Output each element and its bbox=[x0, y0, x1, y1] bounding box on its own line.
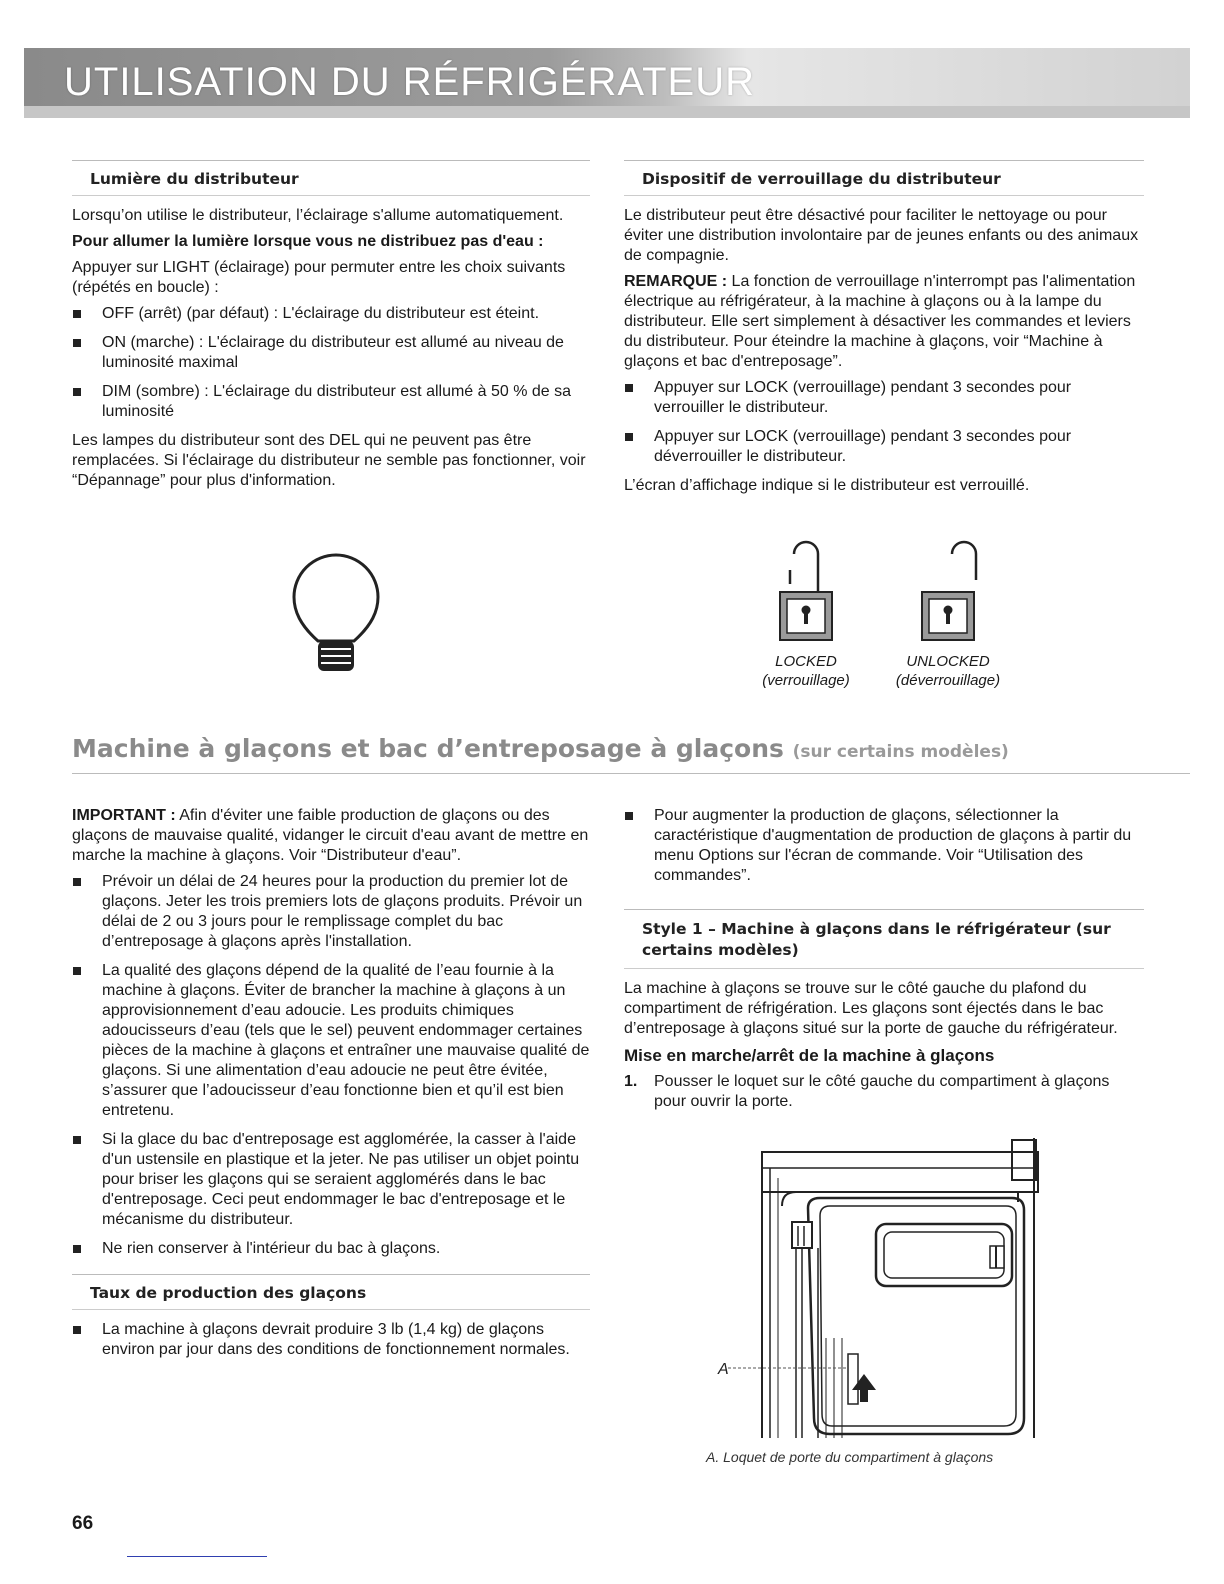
list-item: OFF (arrêt) (par défaut) : L'éclairage du distributeur est éteint. bbox=[72, 304, 590, 324]
onoff-heading: Mise en marche/arrêt de la machine à glaçons bbox=[624, 1046, 995, 1065]
ice-bullets bbox=[72, 872, 590, 1259]
list-item: DIM (sombre) : L'éclairage du distributeur est allumé à 50 % de sa luminosité bbox=[72, 382, 590, 422]
onoff-steps bbox=[624, 1072, 1144, 1112]
ice-right-column bbox=[624, 806, 1144, 1112]
footer-rule bbox=[127, 1556, 267, 1557]
light-instructions: Appuyer sur LIGHT (éclairage) pour permuter entre les choix suivants (répétés en boucle) : bbox=[72, 259, 566, 296]
list-item: Appuyer sur LOCK (verrouillage) pendant 3 secondes pour verrouiller le distributeur. bbox=[624, 378, 1144, 418]
page-title: UTILISATION DU RÉFRIGÉRATEUR bbox=[64, 60, 756, 104]
list-item: 1. Pousser le loquet sur le côté gauche du compartiment à glaçons pour ouvrir la porte. bbox=[624, 1073, 1110, 1110]
lock-steps bbox=[624, 378, 1144, 467]
rate-list bbox=[72, 1320, 590, 1360]
list-item: Prévoir un délai de 24 heures pour la production du premier lot de glaçons. Jeter les trois premiers lots de glaçons produits. Prévoir un délai de 2 ou 3 jours pour le remplissage complet du bac d’entreposage à glaçons après l'installation. bbox=[72, 872, 590, 952]
rate-heading: Taux de production des glaçons bbox=[72, 1274, 590, 1310]
unlocked-label: UNLOCKED (déverrouillage) bbox=[895, 653, 1001, 689]
ice-left-column bbox=[72, 806, 590, 1369]
ice-section-heading: Machine à glaçons et bac d’entreposage à glaçons (sur certains modèles) bbox=[72, 734, 1190, 774]
light-bulb-icon bbox=[288, 553, 384, 683]
figure-caption: A. Loquet de porte du compartiment à glaçons bbox=[706, 1449, 994, 1465]
list-item: Pour augmenter la production de glaçons, sélectionner la caractéristique d'augmentation de production de glaçons à partir du menu Options sur l'écran de commande. Voir “Utilisation des commandes”. bbox=[624, 806, 1144, 886]
lock-section bbox=[624, 160, 1144, 502]
figure-label: A bbox=[718, 1361, 729, 1378]
light-heading: Lumière du distributeur bbox=[72, 160, 590, 196]
list-item: La qualité des glaçons dépend de la qualité de l’eau fournie à la machine à glaçons. Éviter de brancher la machine à glaçons à un approvisionnement d’eau adoucie. Les produits chimiques adoucisseurs d’eau (tels que le sel) peuvent endommager certaines pièces de la machine à glaçons et entraîner une mauvaise qualité de glaçons. Si une alimentation d’eau adoucie ne peut être évitée, s’assurer que l’adoucisseur d’eau fonctionne bien et qu’il est bien entretenu. bbox=[72, 961, 590, 1121]
style-heading: Style 1 – Machine à glaçons dans le réfrigérateur (sur certains modèles) bbox=[624, 909, 1144, 969]
light-subheading: Pour allumer la lumière lorsque vous ne distribuez pas d'eau : bbox=[72, 233, 544, 250]
list-item: ON (marche) : L'éclairage du distributeur est allumé au niveau de luminosité maximal bbox=[72, 333, 590, 373]
light-options bbox=[72, 304, 590, 422]
ice-important: IMPORTANT : Afin d'éviter une faible production de glaçons ou des glaçons de mauvaise qualité, vidanger le circuit d'eau avant de mettre en marche la machine à glaçons. Voir “Distributeur d'eau”. bbox=[72, 807, 589, 864]
unlocked-icon bbox=[918, 540, 982, 644]
list-item: Si la glace du bac d'entreposage est agglomérée, la casser à l'aide d'un ustensile en plastique et la jeter. Ne pas utiliser un objet pointu pour briser les glaçons qui se seraient agglomérés dans le bac d'entreposage. Ceci peut endommager le bac d'entreposage et le mécanisme du distributeur. bbox=[72, 1130, 590, 1230]
light-section bbox=[72, 160, 590, 497]
lock-intro: Le distributeur peut être désactivé pour faciliter le nettoyage ou pour éviter une distribution involontaire par de jeunes enfants ou des animaux de compagnie. bbox=[624, 207, 1139, 264]
banner-stripe bbox=[24, 106, 1190, 118]
increase-list bbox=[624, 806, 1144, 886]
list-item: La machine à glaçons devrait produire 3 lb (1,4 kg) de glaçons environ par jour dans des conditions de fonctionnement normales. bbox=[72, 1320, 590, 1360]
ice-compartment-illustration bbox=[712, 1138, 1052, 1438]
locked-icon bbox=[776, 540, 836, 644]
lock-heading: Dispositif de verrouillage du distributeur bbox=[624, 160, 1144, 196]
lock-remark: REMARQUE : La fonction de verrouillage n'interrompt pas l'alimentation électrique au réfrigérateur, à la machine à glaçons ou à la lampe du distributeur. Elle sert simplement à désactiver les commandes et leviers du distributeur. Pour éteindre la machine à glaçons, voir “Machine à glaçons et bac d'entreposage”. bbox=[624, 273, 1136, 370]
locked-label: LOCKED (verrouillage) bbox=[762, 653, 850, 689]
list-item: Ne rien conserver à l'intérieur du bac à glaçons. bbox=[72, 1239, 590, 1259]
page-number: 66 bbox=[72, 1513, 94, 1534]
style-text: La machine à glaçons se trouve sur le côté gauche du plafond du compartiment de réfrigération. Les glaçons sont éjectés dans le bac d’entreposage à glaçons situé sur la porte de gauche du réfrigérateur. bbox=[624, 980, 1118, 1037]
list-item: Appuyer sur LOCK (verrouillage) pendant 3 secondes pour déverrouiller le distributeur. bbox=[624, 427, 1144, 467]
lock-display-note: L’écran d’affichage indique si le distributeur est verrouillé. bbox=[624, 477, 1030, 494]
light-note: Les lampes du distributeur sont des DEL qui ne peuvent pas être remplacées. Si l'éclairage du distributeur ne semble pas fonctionner, voir “Dépannage” pour plus d'information. bbox=[72, 432, 586, 489]
page-banner bbox=[24, 48, 1190, 118]
light-intro: Lorsqu’on utilise le distributeur, l’éclairage s'allume automatiquement. bbox=[72, 207, 564, 224]
